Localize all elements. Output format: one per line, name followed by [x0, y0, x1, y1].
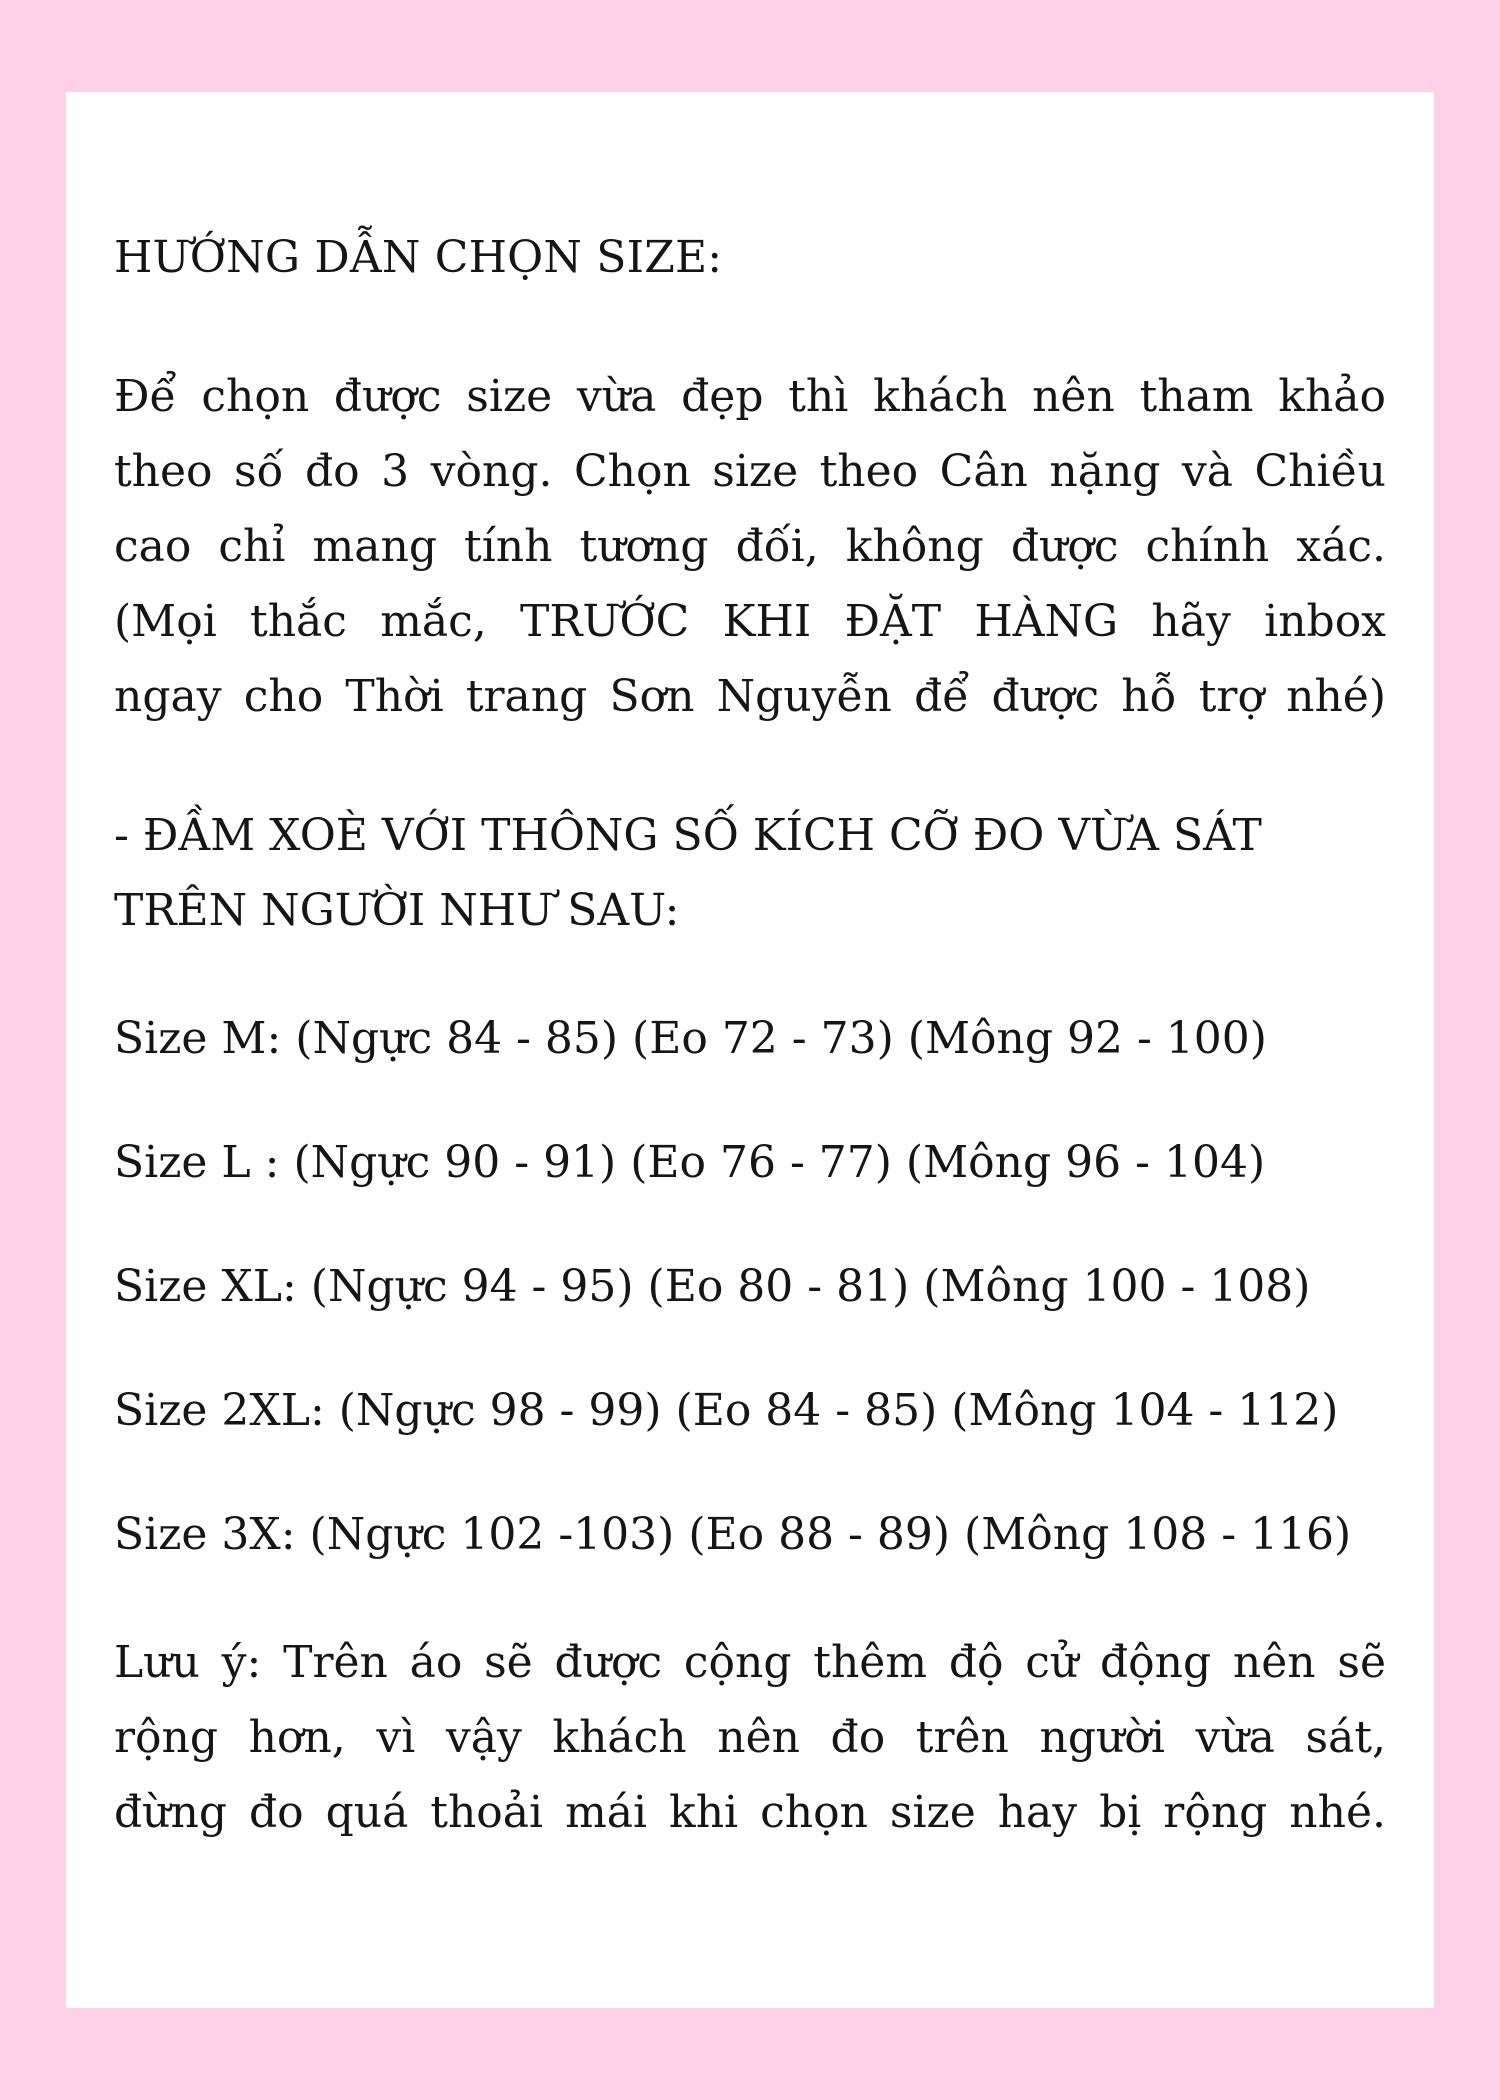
- size-item-2xl: Size 2XL: (Ngực 98 - 99) (Eo 84 - 85) (Mông 104 - 112): [114, 1385, 1339, 1436]
- intro-line: Để chọn được size vừa đẹp thì khách nên tham khảo: [114, 371, 1386, 422]
- section-line: TRÊN NGƯỜI NHƯ SAU:: [114, 885, 680, 936]
- size-list: [114, 1001, 1386, 1572]
- size-guide-heading: HƯỚNG DẪN CHỌN SIZE:: [114, 232, 723, 283]
- size-item-m: Size M: (Ngực 84 - 85) (Eo 72 - 73) (Mông 92 - 100): [114, 1013, 1267, 1064]
- section-line: - ĐẦM XOÈ VỚI THÔNG SỐ KÍCH CỠ ĐO VỪA SÁT: [114, 810, 1262, 861]
- note-line: đừng đo quá thoải mái khi chọn size hay bị rộng nhé.: [114, 1787, 1386, 1838]
- intro-line: (Mọi thắc mắc, TRƯỚC KHI ĐẶT HÀNG hãy inbox: [114, 596, 1386, 647]
- intro-line: theo số đo 3 vòng. Chọn size theo Cân nặng và Chiều: [114, 446, 1386, 497]
- note-line: rộng hơn, vì vậy khách nên đo trên người vừa sát,: [114, 1712, 1386, 1763]
- size-item-3x: Size 3X: (Ngực 102 -103) (Eo 88 - 89) (Mông 108 - 116): [114, 1509, 1352, 1560]
- size-guide-card: [66, 92, 1434, 2008]
- dress-measurements-heading: [114, 798, 1386, 948]
- size-item-l: Size L : (Ngực 90 - 91) (Eo 76 - 77) (Mông 96 - 104): [114, 1137, 1266, 1188]
- intro-line: cao chỉ mang tính tương đối, không được chính xác.: [114, 521, 1386, 572]
- intro-paragraph: [114, 359, 1386, 734]
- size-item-xl: Size XL: (Ngực 94 - 95) (Eo 80 - 81) (Mông 100 - 108): [114, 1261, 1311, 1312]
- note-line: Lưu ý: Trên áo sẽ được cộng thêm độ cử động nên sẽ: [114, 1637, 1386, 1688]
- note-paragraph: [114, 1625, 1386, 1850]
- intro-line: ngay cho Thời trang Sơn Nguyễn để được hỗ trợ nhé): [114, 671, 1386, 722]
- size-guide-content: [114, 220, 1386, 1850]
